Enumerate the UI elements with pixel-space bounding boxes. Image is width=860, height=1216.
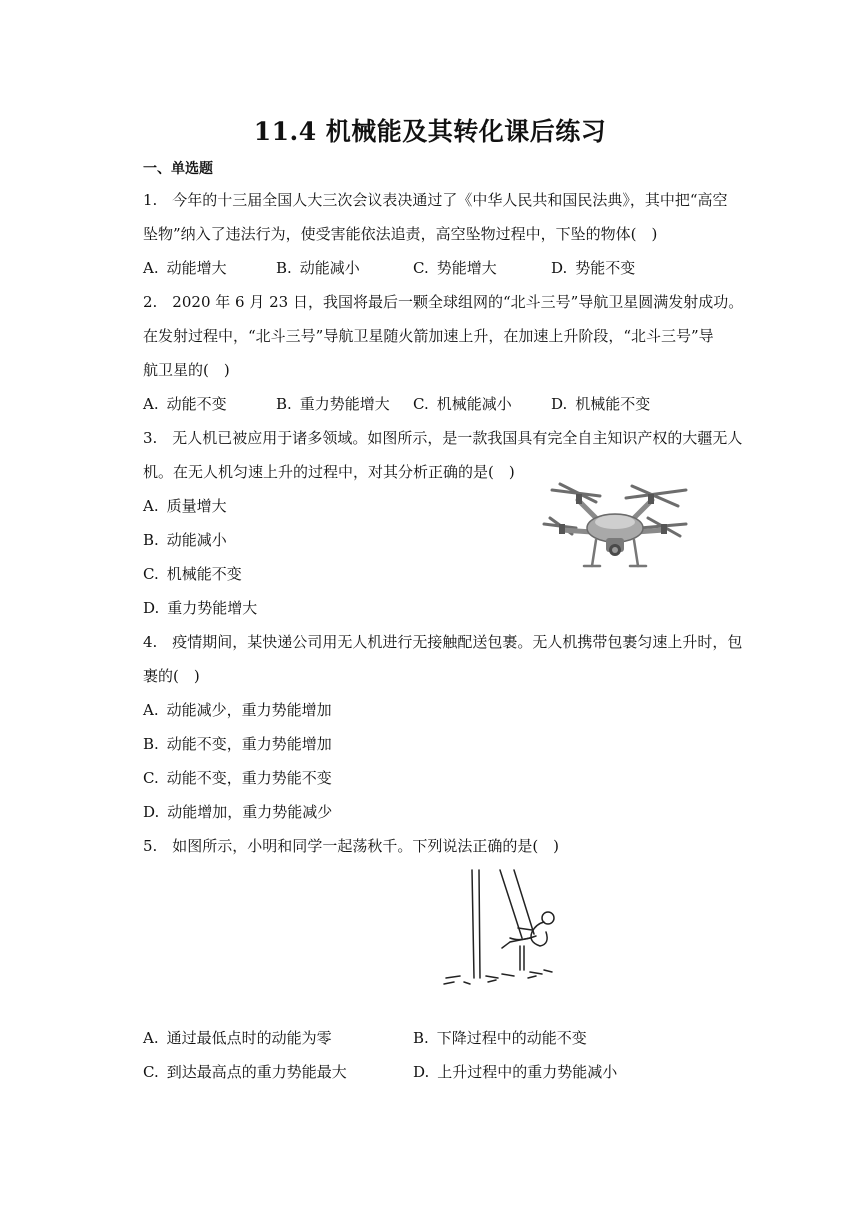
option-text: 上升过程中的重力势能减小 — [437, 1063, 618, 1081]
option-letter: B. — [276, 259, 292, 277]
option-letter: D. — [143, 599, 160, 617]
option-letter: C. — [413, 395, 429, 413]
drone-figure — [540, 466, 690, 578]
q3-option-d[interactable] — [143, 598, 257, 618]
q5-option-d[interactable] — [413, 1062, 617, 1082]
q2-option-c[interactable] — [413, 394, 512, 414]
swing-figure — [440, 866, 570, 988]
option-text: 质量增大 — [166, 497, 227, 515]
option-text: 势能不变 — [575, 259, 636, 277]
option-letter: D. — [413, 1063, 430, 1081]
option-letter: C. — [143, 1063, 159, 1081]
option-text: 通过最低点时的动能为零 — [166, 1029, 332, 1047]
question-4-line-1: 4. 疫情期间，某快递公司用无人机进行无接触配送包裹。无人机携带包裹匀速上升时，包 — [143, 633, 743, 651]
question-5-line-1: 5. 如图所示，小明和同学一起荡秋千。下列说法正确的是( ) — [143, 837, 560, 855]
option-text: 动能不变，重力势能不变 — [166, 769, 332, 787]
q1-option-d[interactable] — [551, 258, 635, 278]
q1-option-c[interactable] — [413, 258, 497, 278]
option-letter: B. — [413, 1029, 429, 1047]
q5-option-b[interactable] — [413, 1028, 587, 1048]
question-4-line-2: 裹的( ) — [143, 667, 200, 685]
option-text: 动能不变，重力势能增加 — [166, 735, 332, 753]
option-text: 势能增大 — [436, 259, 497, 277]
question-2-line-3: 航卫星的( ) — [143, 361, 230, 379]
option-text: 机械能不变 — [575, 395, 651, 413]
question-2-line-2: 在发射过程中，“北斗三号”导航卫星随火箭加速上升，在加速上升阶段，“北斗三号”导 — [143, 327, 714, 345]
option-text: 动能增加，重力势能减少 — [167, 803, 333, 821]
option-letter: B. — [276, 395, 292, 413]
question-3-line-2: 机。在无人机匀速上升的过程中，对其分析正确的是( ) — [143, 463, 515, 481]
section-heading: 一、单选题 — [143, 161, 213, 177]
option-text: 到达最高点的重力势能最大 — [166, 1063, 347, 1081]
option-letter: A. — [143, 1029, 159, 1047]
option-text: 动能不变 — [166, 395, 227, 413]
option-letter: C. — [143, 565, 159, 583]
q4-option-b[interactable] — [143, 734, 332, 754]
q2-option-b[interactable] — [276, 394, 390, 414]
option-text: 动能增大 — [166, 259, 227, 277]
question-2-line-1: 2. 2020 年 6 月 23 日，我国将最后一颗全球组网的“北斗三号”导航卫星圆满发射成功。 — [143, 293, 744, 311]
option-letter: A. — [143, 395, 159, 413]
option-text: 动能减少，重力势能增加 — [166, 701, 332, 719]
q4-option-d[interactable] — [143, 802, 332, 822]
question-3-line-1: 3. 无人机已被应用于诸多领域。如图所示，是一款我国具有完全自主知识产权的大疆无人 — [143, 429, 743, 447]
option-letter: A. — [143, 701, 159, 719]
option-text: 重力势能增大 — [167, 599, 258, 617]
question-1-line-1: 1. 今年的十三届全国人大三次会议表决通过了《中华人民共和国民法典》，其中把“高空 — [143, 191, 728, 209]
page-title: 11.4 机械能及其转化课后练习 — [253, 117, 607, 146]
question-1-line-2: 坠物”纳入了违法行为，使受害能依法追责，高空坠物过程中，下坠的物体( ) — [143, 225, 658, 243]
option-letter: A. — [143, 497, 159, 515]
option-letter: C. — [413, 259, 429, 277]
option-letter: B. — [143, 735, 159, 753]
q3-option-b[interactable] — [143, 530, 227, 550]
option-text: 下降过程中的动能不变 — [436, 1029, 587, 1047]
option-text: 机械能不变 — [166, 565, 242, 583]
option-text: 重力势能增大 — [299, 395, 390, 413]
q1-option-a[interactable] — [143, 258, 227, 278]
q4-option-a[interactable] — [143, 700, 332, 720]
option-text: 机械能减小 — [436, 395, 512, 413]
q3-option-c[interactable] — [143, 564, 242, 584]
q5-option-c[interactable] — [143, 1062, 347, 1082]
option-letter: C. — [143, 769, 159, 787]
q3-option-a[interactable] — [143, 496, 227, 516]
q2-option-a[interactable] — [143, 394, 227, 414]
option-letter: A. — [143, 259, 159, 277]
q2-option-d[interactable] — [551, 394, 650, 414]
option-letter: D. — [143, 803, 160, 821]
q4-option-c[interactable] — [143, 768, 332, 788]
option-text: 动能减小 — [299, 259, 360, 277]
option-letter: D. — [551, 259, 568, 277]
q1-option-b[interactable] — [276, 258, 360, 278]
option-text: 动能减小 — [166, 531, 227, 549]
option-letter: B. — [143, 531, 159, 549]
option-letter: D. — [551, 395, 568, 413]
q5-option-a[interactable] — [143, 1028, 332, 1048]
